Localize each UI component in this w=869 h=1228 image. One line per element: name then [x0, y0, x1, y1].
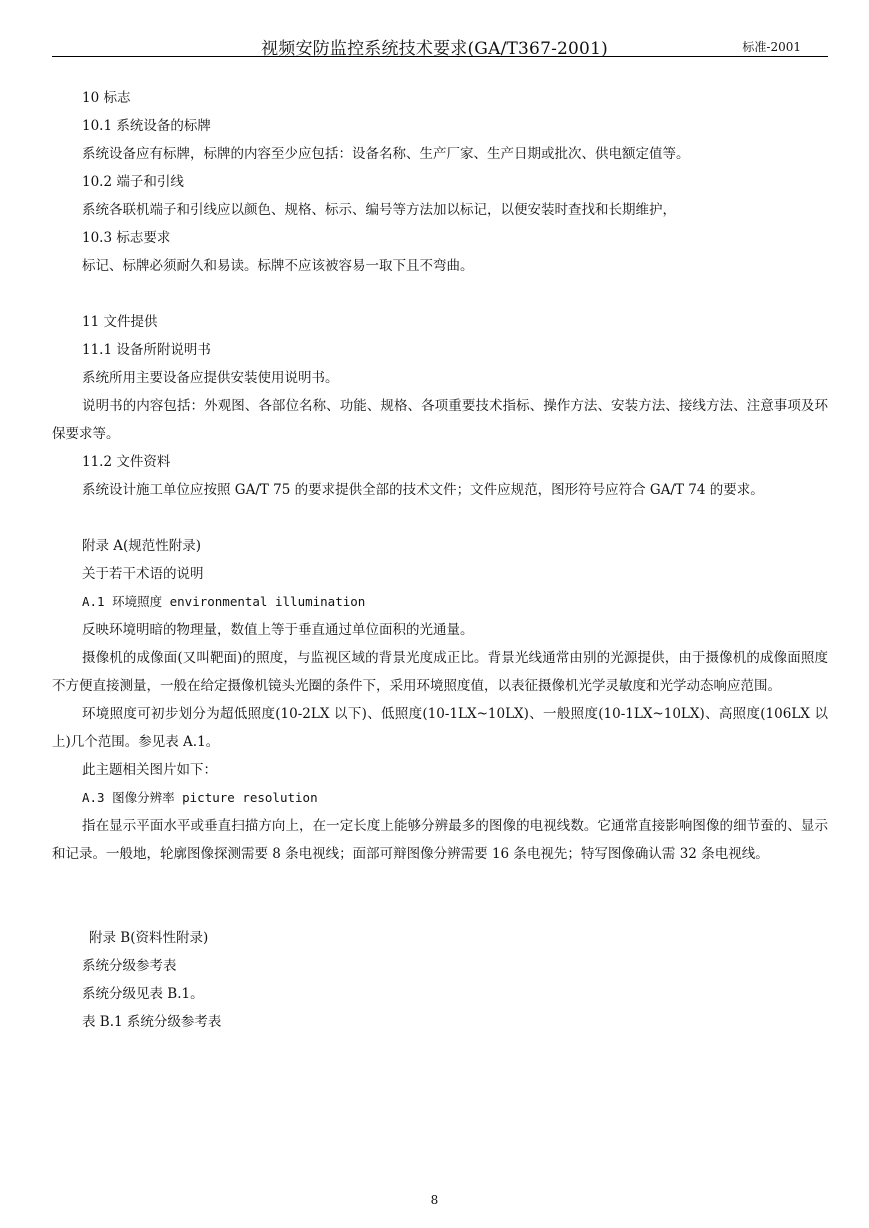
- term-a1-text-4: 此主题相关图片如下：: [82, 762, 217, 778]
- appendix-b-subtitle: 系统分级参考表: [82, 958, 177, 974]
- section-11-heading: 11 文件提供: [82, 314, 158, 330]
- term-a1-text-2: 摄像机的成像面(又叫靶面)的照度，与监视区域的背景光度成正比。背景光线通常由别的光源提供，由于摄像机的成像面照度不方便直接测量，一般在给定摄像机镜头光圈的条件下，采用环境照度值，以表征摄像机光学灵敏度和光学动态响应范围。: [52, 650, 828, 694]
- document-body: [52, 84, 828, 1036]
- section-11-1-heading: 11.1 设备所附说明书: [82, 342, 211, 358]
- appendix-b-heading: 附录 B(资料性附录): [89, 930, 209, 946]
- section-11-1-text: 系统所用主要设备应提供安装使用说明书。: [82, 370, 339, 386]
- header-rule: [52, 56, 828, 57]
- page-number: 8: [430, 1193, 439, 1207]
- section-11-2-heading: 11.2 文件资料: [82, 454, 171, 470]
- section-11-2-text: 系统设计施工单位应按照 GA/T 75 的要求提供全部的技术文件；文件应规范，图形符号应符合 GA/T 74 的要求。: [82, 482, 764, 498]
- section-10-1-text: 系统设备应有标牌，标牌的内容至少应包括：设备名称、生产厂家、生产日期或批次、供电额定值等。: [82, 146, 690, 162]
- appendix-a-subtitle: 关于若干术语的说明: [82, 566, 204, 582]
- term-a1-text-1: 反映环境明暗的物理量，数值上等于垂直通过单位面积的光通量。: [82, 622, 474, 638]
- appendix-a-heading: 附录 A(规范性附录): [82, 538, 202, 554]
- section-10-3-heading: 10.3 标志要求: [82, 230, 171, 246]
- section-10-heading: 10 标志: [82, 90, 131, 106]
- appendix-b-text: 系统分级见表 B.1。: [82, 986, 204, 1002]
- page-header-standard: 标准-2001: [742, 40, 801, 54]
- term-a3-text: 指在显示平面水平或垂直扫描方向上，在一定长度上能够分辨最多的图像的电视线数。它通常直接影响图像的细节蚕的、显示和记录。一般地，轮廓图像探测需要 8 条电视线；面部可辩图像分辨需要 16 条电视先；特写图像确认需 32 条电视线。: [52, 818, 828, 862]
- section-11-1-manual-contents: 说明书的内容包括：外观图、各部位名称、功能、规格、各项重要技术指标、操作方法、安装方法、接线方法、注意事项及环保要求等。: [52, 398, 828, 442]
- term-a1-heading: A.1 环境照度 environmental illumination: [82, 594, 366, 609]
- section-10-2-text: 系统各联机端子和引线应以颜色、规格、标示、编号等方法加以标记，以便安装时查找和长期维护，: [82, 202, 676, 218]
- page-header-title: 视频安防监控系统技术要求(GA/T367-2001): [261, 39, 608, 59]
- term-a3-heading: A.3 图像分辨率 picture resolution: [82, 790, 318, 805]
- section-10-3-text: 标记、标牌必须耐久和易读。标牌不应该被容易一取下且不弯曲。: [82, 258, 474, 274]
- section-10-2-heading: 10.2 端子和引线: [82, 174, 184, 190]
- section-10-1-heading: 10.1 系统设备的标牌: [82, 118, 211, 134]
- table-b1-caption: 表 B.1 系统分级参考表: [82, 1014, 222, 1030]
- term-a1-text-3: 环境照度可初步划分为超低照度(10-2LX 以下)、低照度(10-1LX~10LX)、一般照度(10-1LX~10LX)、高照度(106LX 以上)几个范围。参见表 A.1。: [52, 706, 828, 750]
